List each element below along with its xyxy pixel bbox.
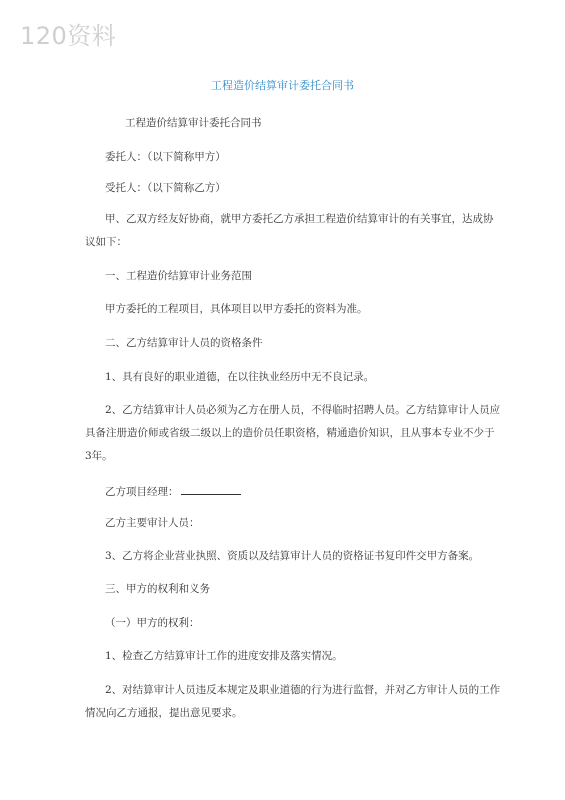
paragraph-line: 1、检查乙方结算审计工作的进度安排及落实情况。: [105, 650, 343, 662]
paragraph-line: 甲方委托的工程项目，具体项目以甲方委托的资料为准。: [105, 303, 368, 315]
paragraph-line: 具备注册造价师或省级二级以上的造价员任职资格，精通造价知识，且从事本专业不少于: [85, 427, 495, 439]
paragraph-line: 1、具有良好的职业道德，在以往执业经历中无不良记录。: [105, 371, 375, 383]
watermark: 120资料: [20, 22, 117, 50]
project-manager-label: 乙方项目经理：: [105, 486, 179, 498]
client-line: 委托人：（以下简称甲方）: [105, 151, 226, 163]
paragraph-line: 议如下：: [85, 236, 127, 248]
contractor-line: 受托人：（以下简称乙方）: [105, 182, 226, 194]
document-title: 工程造价结算审计委托合同书: [211, 79, 354, 92]
paragraph-line: 3、乙方将企业营业执照、资质以及结算审计人员的资格证书复印件交甲方备案。: [105, 550, 480, 562]
section-heading: 一、工程造价结算审计业务范围: [105, 270, 252, 282]
paragraph-line: 甲、乙双方经友好协商，就甲方委托乙方承担工程造价结算审计的有关事宜，达成协: [105, 213, 494, 225]
paragraph-line: 情况向乙方通报，提出意见要求。: [85, 707, 243, 719]
paragraph-line: 3年。: [85, 450, 113, 462]
subsection-heading: （一）甲方的权利：: [105, 617, 200, 629]
paragraph-line: 2、乙方结算审计人员必须为乙方在册人员，不得临时招聘人员。乙方结算审计人员应: [105, 404, 501, 416]
paragraph-line: 2、对结算审计人员违反本规定及职业道德的行为进行监督，并对乙方审计人员的工作: [105, 684, 501, 696]
blank-underline: [181, 483, 241, 495]
section-heading: 二、乙方结算审计人员的资格条件: [105, 337, 263, 349]
contract-heading: 工程造价结算审计委托合同书: [125, 117, 262, 129]
section-heading: 三、甲方的权利和义务: [105, 583, 210, 595]
project-manager-line: [105, 483, 241, 499]
main-auditors-line: 乙方主要审计人员：: [105, 517, 200, 529]
